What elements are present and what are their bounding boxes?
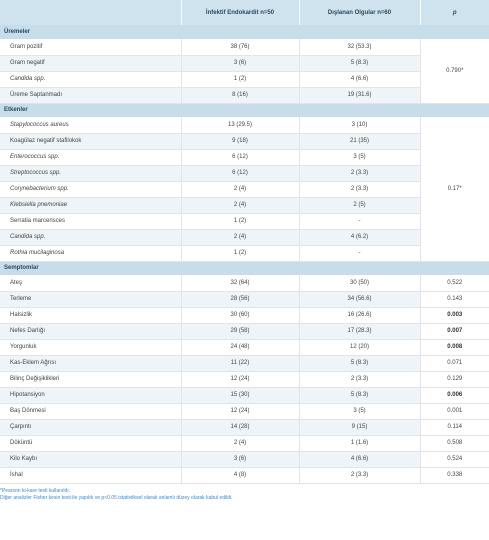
row-label: Enterococcus spp. — [0, 149, 181, 165]
excluded-value: 3 (10) — [299, 117, 420, 133]
row-label: Nefes Darlığı — [0, 323, 181, 339]
row-label: Candida spp. — [0, 71, 181, 87]
section-title: Semptomlar — [0, 261, 489, 275]
table-row — [0, 197, 489, 213]
merged-p-value: 0.17* — [420, 117, 489, 261]
section-header-row — [0, 25, 489, 39]
excluded-value: 2 (3.3) — [299, 181, 420, 197]
excluded-value: 16 (26.6) — [299, 307, 420, 323]
table-row — [0, 339, 489, 355]
table-row — [0, 451, 489, 467]
endocarditis-value: 38 (76) — [181, 39, 299, 55]
excluded-value: 30 (50) — [299, 275, 420, 291]
endocarditis-value: 4 (8) — [181, 467, 299, 483]
table-row — [0, 323, 489, 339]
endocarditis-value: 3 (6) — [181, 451, 299, 467]
row-label: Bilinç Değişiklikleri — [0, 371, 181, 387]
excluded-value: 9 (15) — [299, 419, 420, 435]
table-row — [0, 133, 489, 149]
table-row — [0, 117, 489, 133]
table-row — [0, 435, 489, 451]
row-label: Rothia mucilaginosa — [0, 245, 181, 261]
row-label: Streptococcus spp. — [0, 165, 181, 181]
p-value: 0.001 — [420, 403, 489, 419]
row-label: Serratia marcensces — [0, 213, 181, 229]
p-value: 0.143 — [420, 291, 489, 307]
excluded-value: 2 (5) — [299, 197, 420, 213]
table-row — [0, 39, 489, 55]
excluded-value: 1 (1.6) — [299, 435, 420, 451]
table-row — [0, 213, 489, 229]
row-label: Kilo Kaybı — [0, 451, 181, 467]
excluded-value: 34 (56.6) — [299, 291, 420, 307]
header-blank — [0, 0, 181, 25]
endocarditis-value: 32 (64) — [181, 275, 299, 291]
endocarditis-value: 1 (2) — [181, 71, 299, 87]
table-row — [0, 229, 489, 245]
row-label: Stapylococcus aureus — [0, 117, 181, 133]
row-label: Gram pozitif — [0, 39, 181, 55]
table-row — [0, 467, 489, 483]
row-label: Koagülaz negatif stafilokok — [0, 133, 181, 149]
row-label: Terleme — [0, 291, 181, 307]
endocarditis-value: 11 (22) — [181, 355, 299, 371]
row-label: İshal — [0, 467, 181, 483]
table-footnotes — [0, 488, 489, 502]
excluded-value: 4 (6.6) — [299, 451, 420, 467]
excluded-value: 2 (3.3) — [299, 467, 420, 483]
footnote-fisher: Diğer analizler Fisher kesin testi ile yapıldı ve p<0.05 istatistiksel olarak anlamlı düzey olarak kabul edildi. — [0, 494, 233, 501]
excluded-value: 19 (31.6) — [299, 87, 420, 103]
excluded-value: 3 (5) — [299, 403, 420, 419]
excluded-value: 5 (8.3) — [299, 387, 420, 403]
row-label: Kas-Eklem Ağrısı — [0, 355, 181, 371]
excluded-value: 2 (3.3) — [299, 165, 420, 181]
endocarditis-value: 1 (2) — [181, 213, 299, 229]
endocarditis-value: 6 (12) — [181, 149, 299, 165]
table-row — [0, 403, 489, 419]
endocarditis-value: 24 (48) — [181, 339, 299, 355]
endocarditis-value: 9 (18) — [181, 133, 299, 149]
p-value: 0.524 — [420, 451, 489, 467]
header-endocarditis: İnfektif Endokardit n=50 — [181, 0, 299, 25]
section-title: Etkenler — [0, 103, 489, 117]
table-row — [0, 55, 489, 71]
table-row — [0, 275, 489, 291]
endocarditis-value: 28 (56) — [181, 291, 299, 307]
endocarditis-value: 1 (2) — [181, 245, 299, 261]
endocarditis-value: 2 (4) — [181, 229, 299, 245]
p-value: 0.071 — [420, 355, 489, 371]
p-value: 0.114 — [420, 419, 489, 435]
p-value: 0.008 — [420, 339, 489, 355]
endocarditis-value: 30 (60) — [181, 307, 299, 323]
row-label: Corynebacterium spp. — [0, 181, 181, 197]
endocarditis-value: 2 (4) — [181, 435, 299, 451]
section-header-row — [0, 261, 489, 275]
table-row — [0, 149, 489, 165]
endocarditis-value: 8 (16) — [181, 87, 299, 103]
table-row — [0, 245, 489, 261]
table-row — [0, 71, 489, 87]
excluded-value: 4 (6.2) — [299, 229, 420, 245]
endocarditis-value: 12 (24) — [181, 371, 299, 387]
row-label: Çarpıntı — [0, 419, 181, 435]
excluded-value: 3 (5) — [299, 149, 420, 165]
p-value: 0.007 — [420, 323, 489, 339]
endocarditis-value: 12 (24) — [181, 403, 299, 419]
row-label: Halsizlik — [0, 307, 181, 323]
row-label: Hipotansiyon — [0, 387, 181, 403]
excluded-value: - — [299, 245, 420, 261]
table-row — [0, 181, 489, 197]
excluded-value: 2 (3.3) — [299, 371, 420, 387]
excluded-value: 12 (20) — [299, 339, 420, 355]
header-excluded: Dışlanan Olgular n=60 — [299, 0, 420, 25]
header-p-value: p — [420, 0, 489, 25]
endocarditis-value: 14 (28) — [181, 419, 299, 435]
p-value: 0.129 — [420, 371, 489, 387]
excluded-value: 4 (6.6) — [299, 71, 420, 87]
footnote-pearson: *Pearson ki-kare testi kullanıldı. — [0, 487, 71, 494]
excluded-value: 21 (35) — [299, 133, 420, 149]
excluded-value: 32 (53.3) — [299, 39, 420, 55]
table-row — [0, 371, 489, 387]
row-label: Baş Dönmesi — [0, 403, 181, 419]
table-body — [0, 25, 489, 483]
endocarditis-value: 29 (58) — [181, 323, 299, 339]
row-label: Gram negatif — [0, 55, 181, 71]
merged-p-value: 0.790* — [420, 39, 489, 103]
p-value: 0.338 — [420, 467, 489, 483]
row-label: Yorgunluk — [0, 339, 181, 355]
row-label: Klebsiella pnemoniae — [0, 197, 181, 213]
excluded-value: - — [299, 213, 420, 229]
excluded-value: 5 (8.3) — [299, 355, 420, 371]
table-header-row — [0, 0, 489, 25]
row-label: Döküntü — [0, 435, 181, 451]
table-row — [0, 291, 489, 307]
section-title: Üremeler — [0, 25, 489, 39]
table-row — [0, 419, 489, 435]
table-row — [0, 165, 489, 181]
excluded-value: 17 (28.3) — [299, 323, 420, 339]
endocarditis-value: 6 (12) — [181, 165, 299, 181]
table-row — [0, 307, 489, 323]
row-label: Candida spp. — [0, 229, 181, 245]
section-header-row — [0, 103, 489, 117]
p-value: 0.006 — [420, 387, 489, 403]
row-label: Ateş — [0, 275, 181, 291]
p-value: 0.522 — [420, 275, 489, 291]
endocarditis-value: 2 (4) — [181, 197, 299, 213]
endocarditis-value: 3 (6) — [181, 55, 299, 71]
endocarditis-value: 15 (30) — [181, 387, 299, 403]
row-label: Üreme Saptanmadı — [0, 87, 181, 103]
endocarditis-value: 13 (29.5) — [181, 117, 299, 133]
table-row — [0, 355, 489, 371]
endocarditis-value: 2 (4) — [181, 181, 299, 197]
table-row — [0, 87, 489, 103]
p-value: 0.508 — [420, 435, 489, 451]
excluded-value: 5 (8.3) — [299, 55, 420, 71]
table-row — [0, 387, 489, 403]
p-value: 0.003 — [420, 307, 489, 323]
